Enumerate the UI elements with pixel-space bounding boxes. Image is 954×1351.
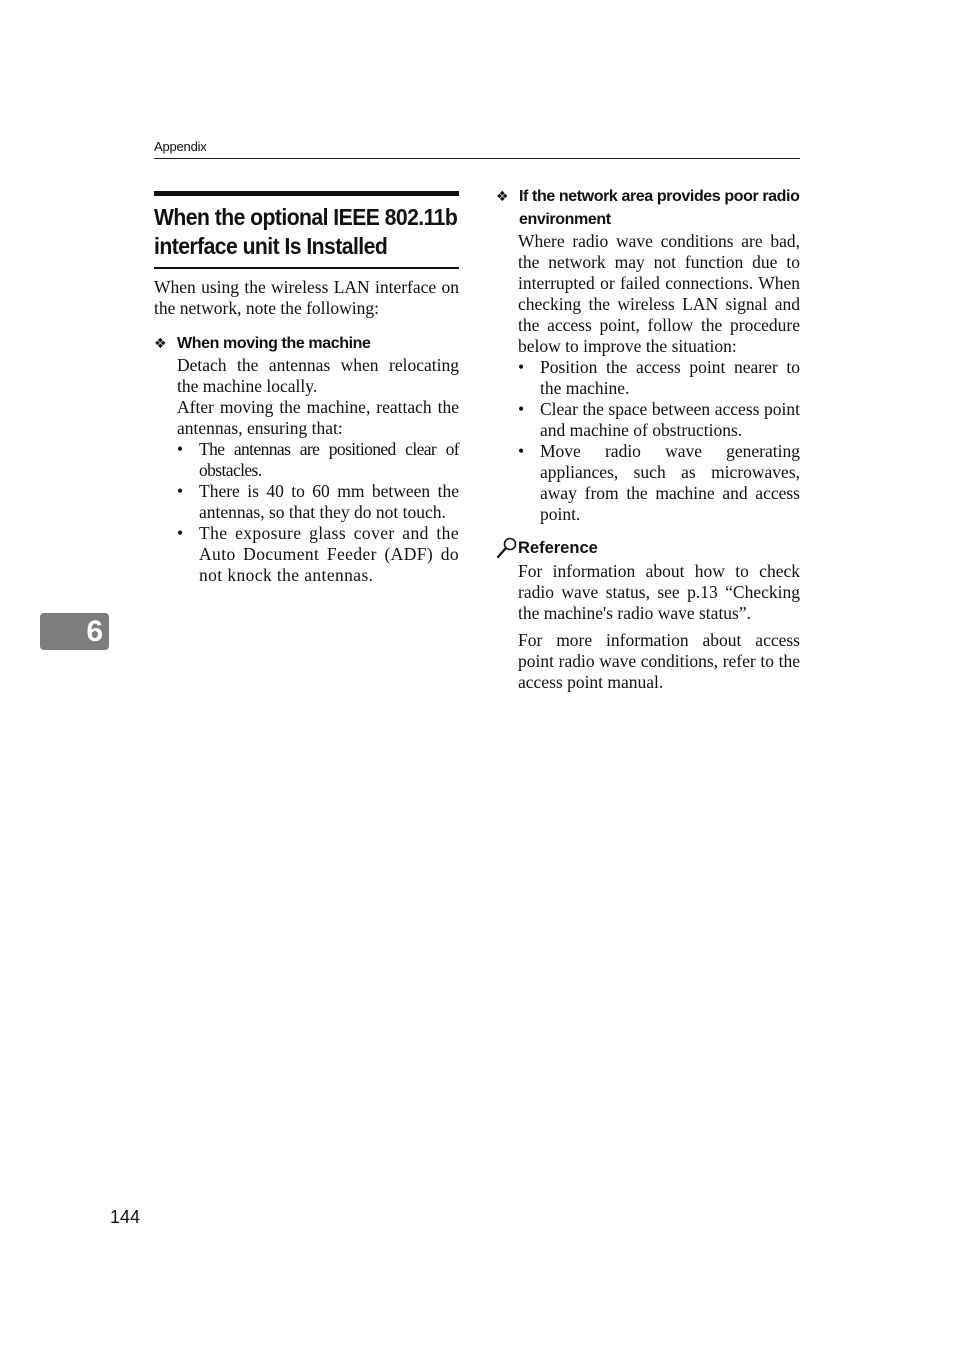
diamond-bullet-icon: ❖ — [154, 335, 167, 351]
list-item: • Move radio wave generating appliances, such as microwaves, away from the machine and access point. — [518, 441, 800, 525]
subheading-poor-radio — [496, 185, 800, 231]
right-column — [496, 185, 800, 693]
list-item: • The antennas are positioned clear of obstacles. — [177, 439, 459, 481]
header-rule — [154, 158, 800, 159]
left-column — [154, 191, 459, 586]
intro-paragraph: When using the wireless LAN interface on the network, note the following: — [154, 277, 459, 318]
chapter-tab: 6 — [40, 613, 109, 650]
moving-paragraph-1: Detach the antennas when relocating the machine locally. — [177, 355, 459, 396]
reference-heading-text: Reference — [518, 539, 598, 557]
magnifier-icon — [496, 537, 518, 559]
list-item: • Position the access point nearer to the machine. — [518, 357, 800, 399]
subheading-text: If the network area provides poor radio environment — [519, 188, 800, 228]
reference-heading — [496, 537, 800, 559]
moving-bullet-list — [154, 439, 459, 586]
poor-radio-paragraph: Where radio wave conditions are bad, the network may not function due to interrupted or failed connections. When checking the wireless LAN signal and the access point, follow the procedure below to improve the situation: — [518, 231, 800, 356]
reference-paragraph-2: For more information about access point radio wave conditions, refer to the access point manual. — [518, 630, 800, 692]
subheading-moving-machine — [154, 332, 459, 355]
title-rule-bottom — [154, 267, 459, 269]
page-number: 144 — [110, 1207, 141, 1227]
subheading-text: When moving the machine — [177, 335, 371, 352]
running-header: Appendix — [154, 139, 207, 154]
list-item: • Clear the space between access point and machine of obstructions. — [518, 399, 800, 441]
diamond-bullet-icon: ❖ — [496, 188, 509, 204]
reference-paragraph-1: For information about how to check radio wave status, see p.13 “Checking the machine's radio wave status”. — [518, 561, 800, 623]
list-item: • There is 40 to 60 mm between the antennas, so that they do not touch. — [177, 481, 459, 523]
list-item: • The exposure glass cover and the Auto Document Feeder (ADF) do not knock the antennas. — [177, 523, 459, 586]
moving-paragraph-2: After moving the machine, reattach the antennas, ensuring that: — [177, 397, 459, 438]
poor-radio-bullet-list — [496, 357, 800, 525]
title-rule-top — [154, 191, 459, 196]
section-title: When the optional IEEE 802.11b interface unit Is Installed — [154, 204, 458, 259]
